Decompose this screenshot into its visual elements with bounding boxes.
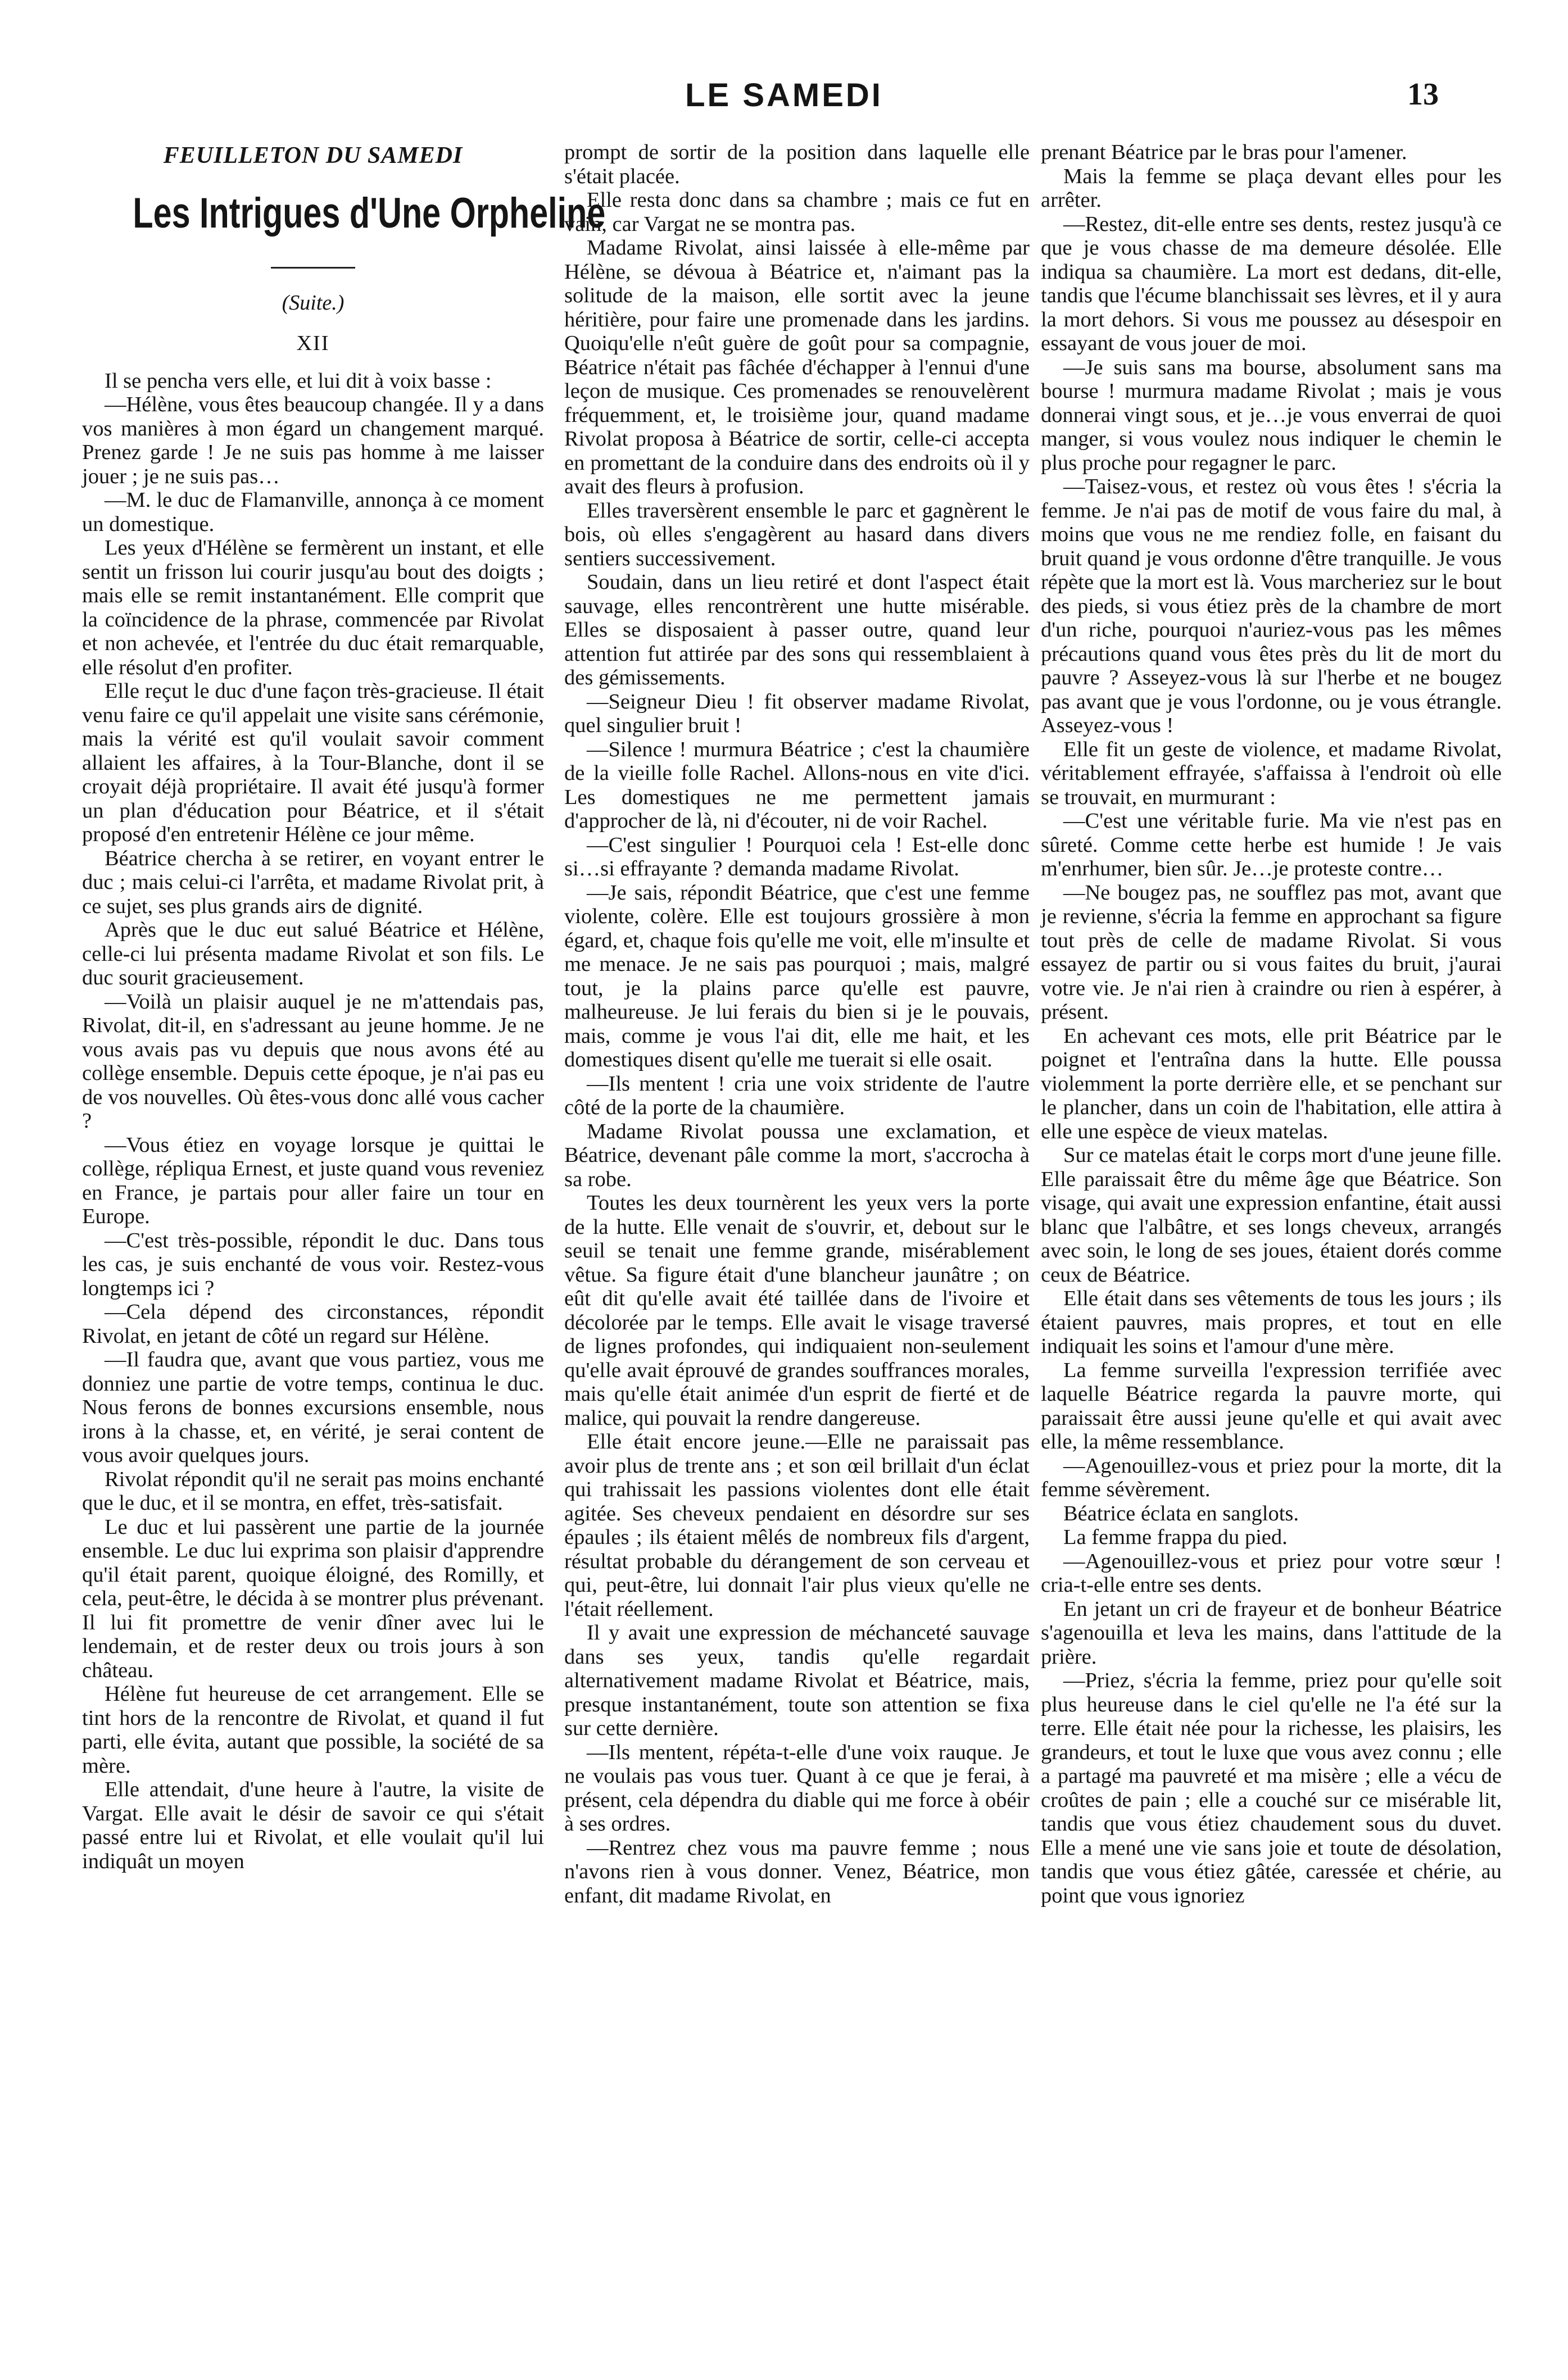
paragraph: —Seigneur Dieu ! fit observer madame Rivolat, quel singulier bruit ! [564, 689, 1030, 737]
paragraph: Hélène fut heureuse de cet arrangement. Elle se tint hors de la rencontre de Rivolat, et quand il fut parti, elle évita, autant que possible, la société de sa mère. [82, 1682, 544, 1778]
paragraph: —Ils mentent, répéta-t-elle d'une voix rauque. Je ne voulais pas vous tuer. Quant à ce que je ferai, à présent, cela dépendra du diable qui me force à obéir à ses ordres. [564, 1740, 1030, 1836]
paragraph: —M. le duc de Flamanville, annonça à ce moment un domestique. [82, 488, 544, 536]
paragraph: Béatrice chercha à se retirer, en voyant entrer le duc ; mais celui-ci l'arrêta, et madame Rivolat prit, à ce sujet, ses plus grands airs de dignité. [82, 846, 544, 918]
column-1-text [82, 369, 544, 1874]
paragraph: Béatrice éclata en sanglots. [1063, 1501, 1299, 1525]
title-rule [271, 267, 355, 269]
paragraph: Il se pencha vers elle, et lui dit à voix basse : [105, 369, 492, 393]
paragraph: En jetant un cri de frayeur et de bonheur Béatrice s'agenouilla et leva les mains, dans l'attitude de la prière. [1041, 1597, 1502, 1669]
paragraph: —Je suis sans ma bourse, absolument sans ma bourse ! murmura madame Rivolat ; mais je vous donnerai vingt sous, et je…je vous enverrai de quoi manger, si vous voulez nous indiquer le chemin le plus proche pour regagner le parc. [1041, 355, 1502, 475]
paragraph: Elle était dans ses vêtements de tous les jours ; ils étaient pauvres, mais propres, et tout en elle indiquait les soins et l'amour d'une mère. [1041, 1287, 1502, 1358]
paragraph: Elle reçut le duc d'une façon très-gracieuse. Il était venu faire ce qu'il appelait une visite sans cérémonie, mais la vérité est qu'il voulait savoir comment allaient les affaires, à la Tour-Blanche, dont il se croyait déjà propriétaire. Il avait été jusqu'à former un plan d'éducation pour Béatrice, et il s'était proposé d'en entretenir Hélène ce jour même. [82, 679, 544, 846]
paragraph: Madame Rivolat, ainsi laissée à elle-même par Hélène, se dévoua à Béatrice et, n'aimant pas la solitude de la maison, elle sortit avec la jeune héritière, pour faire une promenade dans les jardins. Quoiqu'elle n'eût guère de goût pour sa compagnie, Béatrice n'était pas fâchée d'échapper à l'ennui d'une leçon de musique. Ces promenades se renouvelèrent fréquemment, et, le troisième jour, quand madame Rivolat proposa à Béatrice de sortir, celle-ci accepta en promettant de la conduire dans des endroits où il y avait des fleurs à profusion. [564, 236, 1030, 498]
paragraph: —Vous étiez en voyage lorsque je quittai le collège, répliqua Ernest, et juste quand vous reveniez en France, je partais pour aller faire un tour en Europe. [82, 1133, 544, 1228]
section-label: FEUILLETON DU SAMEDI [163, 143, 463, 169]
paragraph: Elles traversèrent ensemble le parc et gagnèrent le bois, où elles s'engagèrent au hasard dans divers sentiers successivement. [564, 498, 1030, 570]
paragraph: Elle fit un geste de violence, et madame Rivolat, véritablement effrayée, s'affaissa à l'endroit où elle se trouvait, en murmurant : [1041, 737, 1502, 809]
paragraph: —C'est singulier ! Pourquoi cela ! Est-elle donc si…si effrayante ? demanda madame Rivolat. [564, 833, 1030, 880]
paragraph: —C'est très-possible, répondit le duc. Dans tous les cas, je suis enchanté de vous voir. Restez-vous longtemps ici ? [82, 1228, 544, 1300]
paragraph: En achevant ces mots, elle prit Béatrice par le poignet et l'entraîna dans la hutte. Elle poussa violemment la porte derrière elle, et se penchant sur le plancher, dans un coin de l'habitation, elle attira à elle une espèce de vieux matelas. [1041, 1024, 1502, 1143]
column-3 [1041, 140, 1502, 2304]
column-3-text [1041, 140, 1502, 1907]
page-header [0, 66, 1568, 117]
paragraph: —Cela dépend des circonstances, répondit Rivolat, en jetant de côté un regard sur Hélène. [82, 1300, 544, 1348]
paragraph: Les yeux d'Hélène se fermèrent un instant, et elle sentit un frisson lui courir jusqu'au bout des doigts ; mais elle se remit instantanément. Elle comprit que la coïncidence de la phrase, commencée par Rivolat et non achevée, et l'entrée du duc était remarquable, elle résolut d'en profiter. [82, 536, 544, 679]
paragraph: Elle attendait, d'une heure à l'autre, la visite de Vargat. Elle avait le désir de savoir ce qui s'était passé entre lui et Rivolat, et elle voulait qu'il lui indiquât un moyen [82, 1778, 544, 1873]
paragraph: —Silence ! murmura Béatrice ; c'est la chaumière de la vieille folle Rachel. Allons-nous en vite d'ici. Les domestiques ne me permettent jamais d'approcher de là, ni d'écouter, ni de voir Rachel. [564, 737, 1030, 833]
paragraph: Le duc et lui passèrent une partie de la journée ensemble. Le duc lui exprima son plaisir d'apprendre qu'il était parent, quoique éloigné, des Romilly, et cela, peut-être, le décida à se montrer plus prévenant. Il lui fit promettre de venir dîner avec lui le lendemain, et de rester deux ou trois jours à son château. [82, 1515, 544, 1682]
paragraph: Elle était encore jeune.—Elle ne paraissait pas avoir plus de trente ans ; et son œil brillait d'un éclat qui trahissait les passions violentes dont elle était agitée. Ses cheveux pendaient en désordre sur ses épaules ; ils étaient mêlés de nombreux fils d'argent, résultat probable du dérangement de son cerveau et qui, peut-être, lui donnait l'air plus vieux qu'elle ne l'était réellement. [564, 1430, 1030, 1621]
column-2 [564, 140, 1030, 2304]
paragraph: Mais la femme se plaça devant elles pour les arrêter. [1041, 164, 1502, 212]
paragraph: —Il faudra que, avant que vous partiez, vous me donniez une partie de votre temps, continua le duc. Nous ferons de bonnes excursions ensemble, nous irons à la chasse, et, en vérité, je serai content de vous avoir quelques jours. [82, 1348, 544, 1467]
paragraph: Sur ce matelas était le corps mort d'une jeune fille. Elle paraissait être du même âge que Béatrice. Son visage, qui avait une expression enfantine, était aussi blanc que l'albâtre, et ses longs cheveux, arrangés avec soin, le long de ses joues, étaient dorés comme ceux de Béatrice. [1041, 1143, 1502, 1287]
paragraph: Toutes les deux tournèrent les yeux vers la porte de la hutte. Elle venait de s'ouvrir, et, debout sur le seuil se tenait une femme grande, misérablement vêtue. Sa figure était d'une blancheur jaunâtre ; on eût dit qu'elle avait été taillée dans de l'ivoire et décolorée par le temps. Elle avait le visage traversé de lignes profondes, qui indiquaient non-seulement qu'elle avait éprouvé de grandes souffrances morales, mais qu'elle était animée d'un esprit de fierté et de malice, qui pouvait la rendre dangereuse. [564, 1191, 1030, 1430]
paragraph: La femme frappa du pied. [1063, 1525, 1288, 1549]
paragraph: prenant Béatrice par le bras pour l'amener. [1041, 140, 1407, 164]
chapter-number: XII [296, 331, 330, 355]
paragraph: —Je sais, répondit Béatrice, que c'est une femme violente, colère. Elle est toujours grossière à mon égard, et, chaque fois qu'elle me voit, elle m'insulte et me menace. Je ne sais pas pourquoi ; mais, malgré tout, je la plains parce qu'elle est pauvre, malheureuse. Je lui ferais du bien si je le pouvais, mais, comme je vous l'ai dit, elle me hait, et les domestiques disent qu'elle me tuerait si elle osait. [564, 880, 1030, 1071]
paragraph: prompt de sortir de la position dans laquelle elle s'était placée. [564, 140, 1030, 188]
journal-title: LE SAMEDI [685, 77, 883, 113]
paragraph: —Taisez-vous, et restez où vous êtes ! s'écria la femme. Je n'ai pas de motif de vous faire du mal, à moins que vous ne me rendiez folle, en faisant du bruit quand je vous ordonne d'être tranquille. Je vous répète que la mort est là. Vous marcheriez sur le bout des pieds, si vous étiez près de la chambre de mort d'un riche, pourquoi n'auriez-vous pas les mêmes précautions quand vous êtes près du lit de mort du pauvre ? Asseyez-vous là sur l'herbe et ne bougez pas avant que je vous l'ordonne, ou je vous étrangle. Asseyez-vous ! [1041, 475, 1502, 737]
paragraph: —Hélène, vous êtes beaucoup changée. Il y a dans vos manières à mon égard un changement marqué. Prenez garde ! Je ne suis pas homme à me laisser jouer ; je ne suis pas… [82, 393, 544, 488]
paragraph: Soudain, dans un lieu retiré et dont l'aspect était sauvage, elles rencontrèrent une hutte misérable. Elles se disposaient à passer outre, quand leur attention fut attirée par des sons qui ressemblaient à des gémissements. [564, 570, 1030, 689]
paragraph: —Ne bougez pas, ne soufflez pas mot, avant que je revienne, s'écria la femme en approchant sa figure tout près de celle de madame Rivolat. Si vous essayez de partir ou si vous faites du bruit, j'aurai votre vie. Je n'ai rien à craindre ou rien à espérer, à présent. [1041, 880, 1502, 1024]
paragraph: —Agenouillez-vous et priez pour la morte, dit la femme sévèrement. [1041, 1454, 1502, 1501]
paragraph: Elle resta donc dans sa chambre ; mais ce fut en vain, car Vargat ne se montra pas. [564, 188, 1030, 236]
paragraph: —Priez, s'écria la femme, priez pour qu'elle soit plus heureuse dans le ciel qu'elle ne l'a été sur la terre. Elle était née pour la richesse, les plaisirs, les grandeurs, et tout le luxe que vous avez connu ; elle a partagé ma pauvreté et ma misère ; elle a vécu de croûtes de pain ; elle a couché sur ce misérable lit, tandis que vous étiez chaudement sous du duvet. Elle a mené une vie sans joie et toute de désolation, tandis que vous étiez gâtée, caressée et chérie, au point que vous ignoriez [1041, 1669, 1502, 1907]
paragraph: —C'est une véritable furie. Ma vie n'est pas en sûreté. Comme cette herbe est humide ! Je vais m'enrhumer, bien sûr. Je…je proteste contre… [1041, 809, 1502, 880]
column-1 [82, 140, 606, 2304]
paragraph: La femme surveilla l'expression terrifiée avec laquelle Béatrice regarda la pauvre morte, qui paraissait être aussi jeune qu'elle et qui avait avec elle, la même ressemblance. [1041, 1358, 1502, 1454]
paragraph: Madame Rivolat poussa une exclamation, et Béatrice, devenant pâle comme la mort, s'accrocha à sa robe. [564, 1119, 1030, 1191]
paragraph: Il y avait une expression de méchanceté sauvage dans ses yeux, tandis qu'elle regardait alternativement madame Rivolat et Béatrice, mais, presque instantanément, toute son attention se fixa sur cette dernière. [564, 1621, 1030, 1740]
paragraph: Rivolat répondit qu'il ne serait pas moins enchanté que le duc, et il se montra, en effet, très-satisfait. [82, 1467, 544, 1515]
paragraph: —Ils mentent ! cria une voix stridente de l'autre côté de la porte de la chaumière. [564, 1071, 1030, 1119]
story-title: Les Intrigues d'Une Orpheline [133, 189, 606, 237]
page-number: 13 [1407, 77, 1439, 112]
paragraph: —Voilà un plaisir auquel je ne m'attendais pas, Rivolat, dit-il, en s'adressant au jeune homme. Je ne vous avais pas vu depuis que nous avons été au collège ensemble. Depuis cette époque, je n'ai pas eu de vos nouvelles. Où êtes-vous donc allé vous cacher ? [82, 989, 544, 1133]
paragraph: —Restez, dit-elle entre ses dents, restez jusqu'à ce que je vous chasse de ma demeure désolée. Elle indiqua sa chaumière. La mort est dedans, dit-elle, tandis que l'écume blanchissait ses lèvres, et il y aura la mort dehors. Si vous me poussez au désespoir en essayant de vous jouer de moi. [1041, 212, 1502, 355]
column-2-text [564, 140, 1030, 1907]
continued-label: (Suite.) [282, 290, 345, 315]
paragraph: —Agenouillez-vous et priez pour votre sœur ! cria-t-elle entre ses dents. [1041, 1549, 1502, 1597]
paragraph: Après que le duc eut salué Béatrice et Hélène, celle-ci lui présenta madame Rivolat et son fils. Le duc sourit gracieusement. [82, 918, 544, 989]
paragraph: —Rentrez chez vous ma pauvre femme ; nous n'avons rien à vous donner. Venez, Béatrice, mon enfant, dit madame Rivolat, en [564, 1836, 1030, 1907]
